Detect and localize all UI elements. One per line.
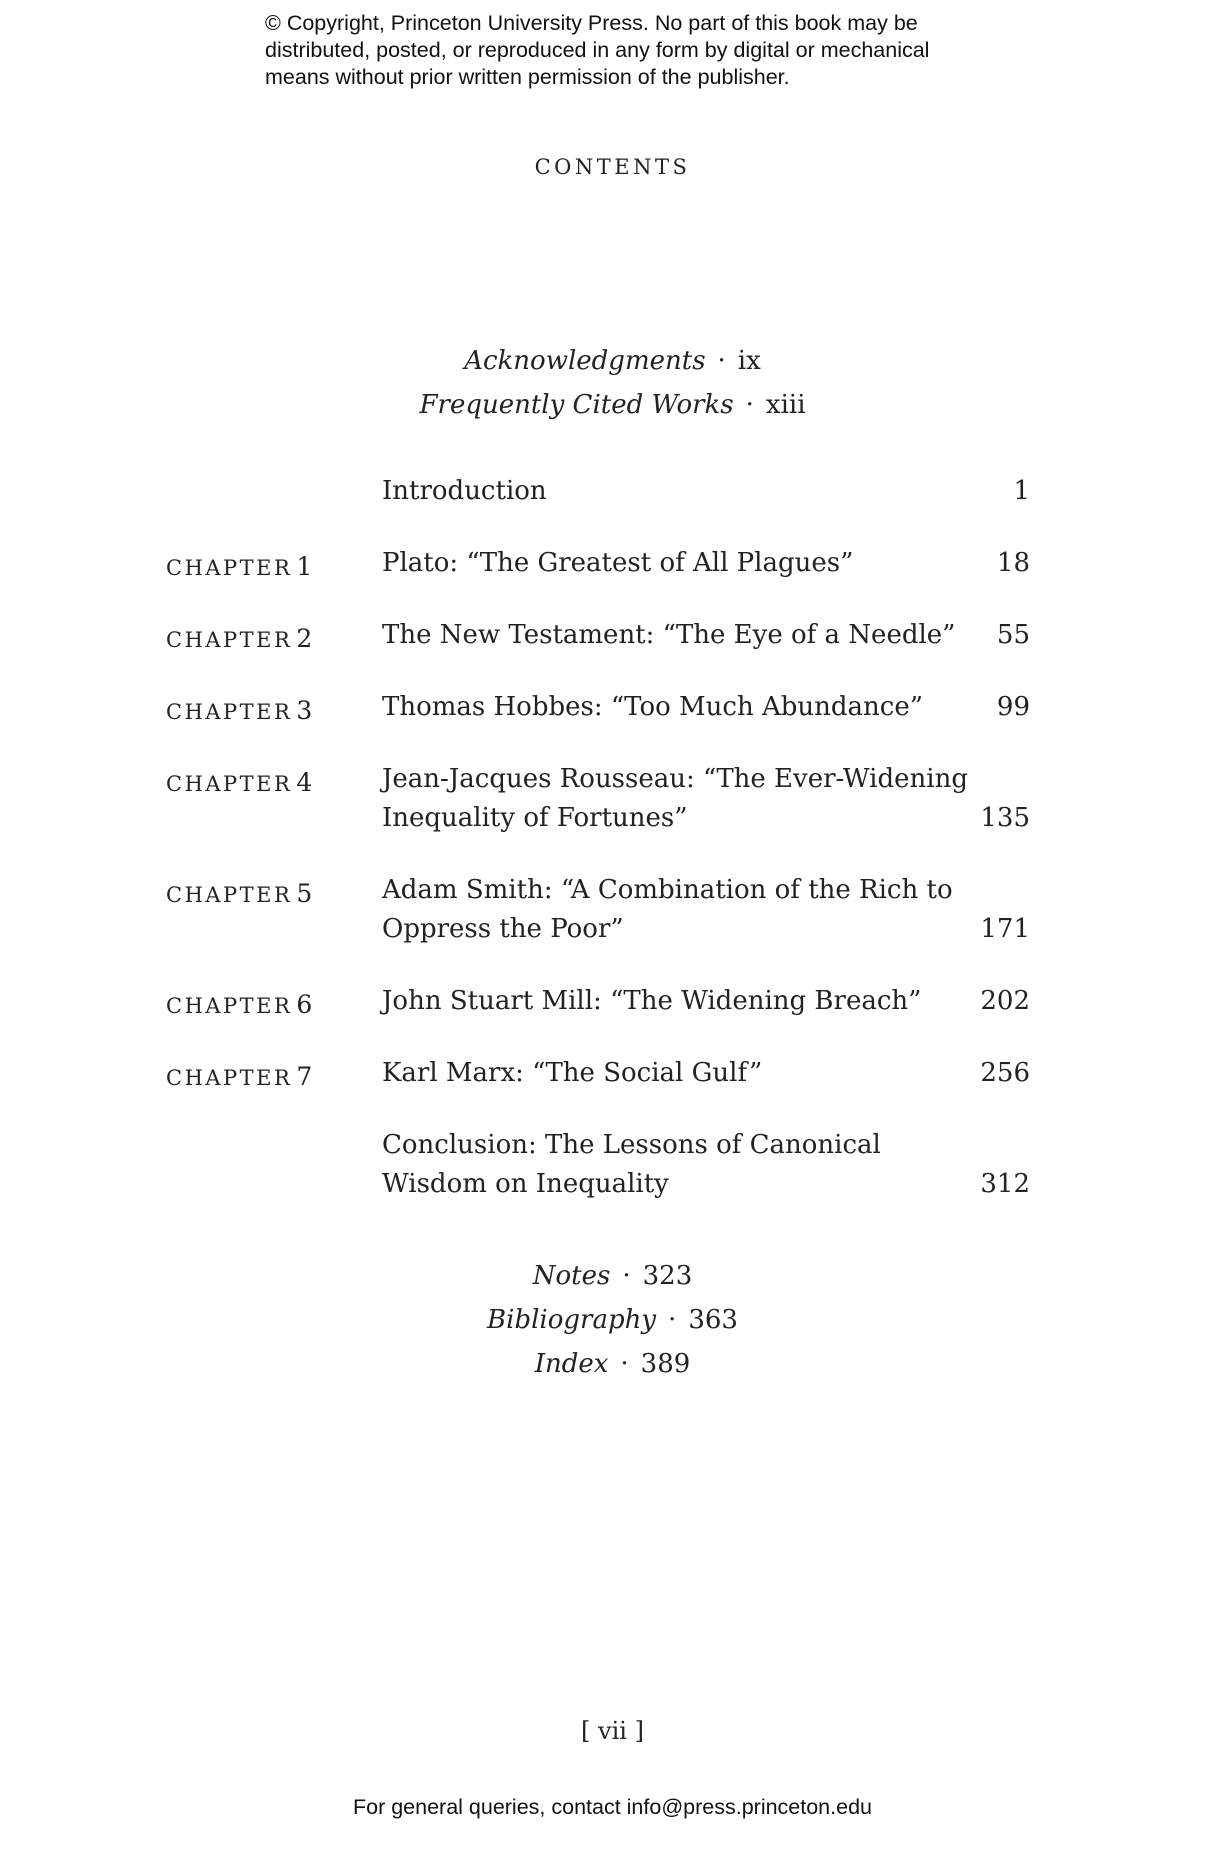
entry-title — [382, 760, 968, 838]
entry-title — [382, 871, 953, 949]
separator: · — [717, 346, 726, 376]
entry-page: 323 — [642, 1261, 693, 1291]
entry-title: Acknowledgments — [464, 346, 706, 376]
entry-title — [382, 544, 942, 583]
chapter-word: CHAPTER — [166, 556, 293, 580]
copyright-line: © Copyright, Princeton University Press. No part of this book may be — [265, 11, 918, 35]
chapter-number: 2 — [296, 624, 313, 653]
entry-page: 256 — [980, 1058, 1030, 1088]
entry-page: 202 — [980, 986, 1030, 1016]
entry-page: 312 — [980, 1169, 1030, 1199]
chapter-number: 6 — [296, 990, 313, 1019]
separator: · — [745, 390, 754, 420]
entry-title: Notes — [532, 1261, 611, 1291]
chapter-word: CHAPTER — [166, 628, 293, 652]
front-matter-entry — [0, 346, 1225, 376]
back-matter-entry — [0, 1305, 1225, 1335]
back-matter-entry — [0, 1349, 1225, 1379]
chapter-word: CHAPTER — [166, 772, 293, 796]
page-number: [ vii ] — [581, 1717, 644, 1745]
chapter-word: CHAPTER — [166, 883, 293, 907]
chapter-number: 1 — [296, 552, 313, 581]
separator: · — [668, 1305, 677, 1335]
chapter-number: 3 — [296, 696, 313, 725]
entry-title — [382, 688, 942, 727]
entry-page: 389 — [640, 1349, 691, 1379]
chapter-word: CHAPTER — [166, 994, 293, 1018]
chapter-label — [166, 763, 312, 804]
entry-title-line: The New Testament: “The Eye of a Needle” — [382, 620, 956, 650]
entry-page: 99 — [996, 692, 1030, 722]
entry-title-line: Plato: “The Greatest of All Plagues” — [382, 548, 854, 578]
front-matter-entry — [0, 390, 1225, 420]
chapter-word: CHAPTER — [166, 700, 293, 724]
entry-page: 1 — [1013, 476, 1030, 506]
copyright-notice — [265, 10, 985, 91]
copyright-line: means without prior written permission of the publisher. — [265, 65, 790, 89]
entry-page: 363 — [688, 1305, 738, 1335]
back-matter-entry — [0, 1261, 1225, 1291]
entry-title-line: John Stuart Mill: “The Widening Breach” — [382, 986, 922, 1016]
entry-page: 135 — [980, 803, 1030, 833]
chapter-label — [166, 619, 312, 660]
entry-page: 18 — [996, 548, 1030, 578]
entry-title: Index — [534, 1349, 609, 1379]
separator: · — [620, 1349, 629, 1379]
entry-title-line: Jean-Jacques Rousseau: “The Ever-Widening — [382, 764, 968, 794]
footer-contact: For general queries, contact info@press.princeton.edu — [352, 1795, 872, 1819]
chapter-label — [166, 874, 312, 915]
entry-title — [382, 472, 942, 511]
entry-title-line: Introduction — [382, 476, 547, 506]
entry-title-line: Adam Smith: “A Combination of the Rich to — [382, 875, 953, 905]
entry-page: 171 — [980, 914, 1030, 944]
chapter-word: CHAPTER — [166, 1066, 293, 1090]
entry-title — [382, 1126, 942, 1204]
entry-title: Frequently Cited Works — [419, 390, 734, 420]
chapter-label — [166, 691, 312, 732]
entry-title-line: Oppress the Poor” — [382, 914, 624, 944]
entry-title: Bibliography — [487, 1305, 657, 1335]
chapter-label — [166, 985, 312, 1026]
entry-title — [382, 982, 942, 1021]
copyright-line: distributed, posted, or reproduced in any form by digital or mechanical — [265, 38, 930, 62]
chapter-number: 7 — [296, 1062, 313, 1091]
entry-page: 55 — [996, 620, 1030, 650]
separator: · — [622, 1261, 631, 1291]
entry-title — [382, 1054, 942, 1093]
entry-title — [382, 616, 956, 655]
entry-page: ix — [737, 346, 761, 376]
chapter-number: 4 — [296, 768, 313, 797]
entry-title-line: Thomas Hobbes: “Too Much Abundance” — [382, 692, 924, 722]
chapter-label — [166, 1057, 312, 1098]
entry-title-line: Wisdom on Inequality — [382, 1169, 669, 1199]
entry-title-line: Inequality of Fortunes” — [382, 803, 688, 833]
chapter-label — [166, 547, 312, 588]
entry-title-line: Conclusion: The Lessons of Canonical — [382, 1130, 881, 1160]
page-title: CONTENTS — [534, 155, 691, 179]
entry-page: xiii — [765, 390, 806, 420]
chapter-number: 5 — [296, 879, 313, 908]
entry-title-line: Karl Marx: “The Social Gulf” — [382, 1058, 763, 1088]
